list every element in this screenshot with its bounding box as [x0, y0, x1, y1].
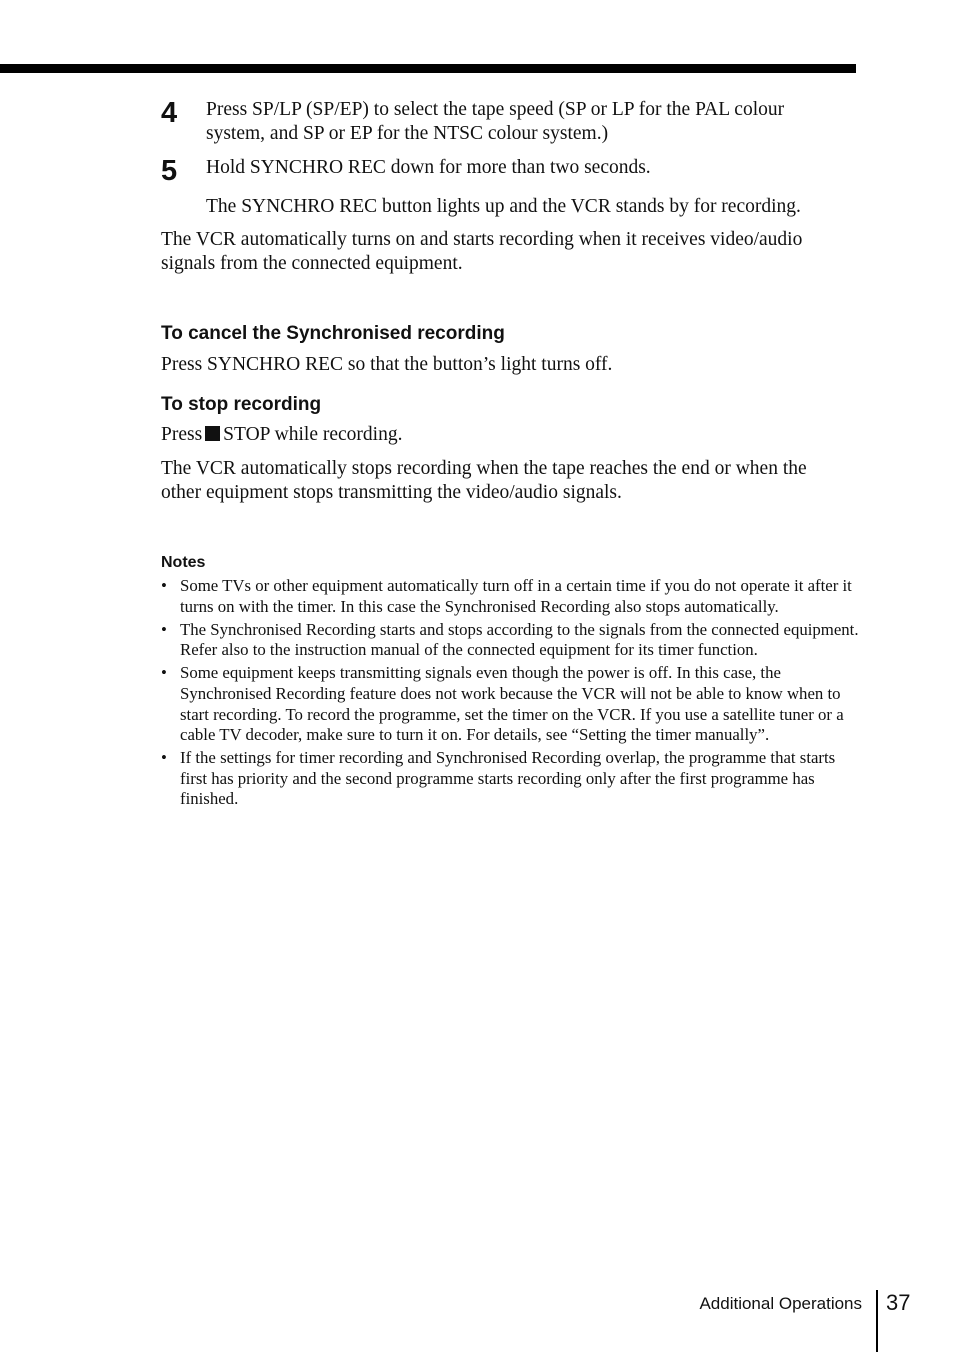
list-item: [161, 748, 861, 810]
note-text: If the settings for timer recording and Synchronised Recording overlap, the programme that starts first has priority and the second programme starts recording only after the first programme has finished.: [180, 748, 836, 809]
note-text: The Synchronised Recording starts and stops according to the signals from the connected equipment. Refer also to the instruction manual of the connected equipment for its timer function.: [180, 619, 859, 660]
step-number: 4: [161, 97, 178, 129]
stop-square-icon: [205, 426, 220, 441]
list-item: [161, 576, 861, 617]
cancel-text: Press SYNCHRO REC so that the button’s light turns off.: [161, 354, 613, 375]
stop-text-before: Press: [161, 424, 203, 445]
footer-section-title: Additional Operations: [699, 1294, 862, 1313]
bullet-icon: •: [161, 576, 167, 595]
cancel-heading: To cancel the Synchronised recording: [161, 323, 505, 344]
list-item: [161, 620, 861, 661]
step-number: 5: [161, 155, 178, 187]
bullet-icon: •: [161, 748, 167, 768]
note-text: Some equipment keeps transmitting signals even though the power is off. In this case, the Synchronised Recording feature does not work because the VCR will not be able to know when to start recording. To record the programme, set the timer on the VCR. If you use a satellite tuner or a cable TV decoder, make sure to turn it on. For details, see “Setting the timer manually”.: [180, 663, 844, 745]
list-item: [161, 663, 861, 745]
page-number: 37: [886, 1290, 911, 1315]
step-text: Hold SYNCHRO REC down for more than two seconds.: [206, 157, 651, 178]
step-5: [161, 156, 861, 186]
top-rule: [0, 64, 856, 73]
stop-text-after: STOP while recording.: [223, 424, 403, 445]
note-text: Some TVs or other equipment automatically turn off in a certain time if you do not operate it after it turns on with the timer. In this case the Synchronised Recording also stops automatically.: [180, 576, 852, 616]
bullet-icon: •: [161, 619, 167, 639]
step-text: Press SP/LP (SP/EP) to select the tape speed (SP or LP for the PAL colour system, and SP or EP for the NTSC colour system.): [206, 99, 785, 144]
step-4: [161, 98, 861, 146]
bullet-icon: •: [161, 663, 167, 683]
stop-heading: To stop recording: [161, 394, 322, 415]
page-content: [161, 98, 861, 813]
footer-divider: [876, 1290, 878, 1352]
step-5-note: The SYNCHRO REC button lights up and the VCR stands by for recording.: [206, 196, 801, 217]
notes-heading: Notes: [161, 554, 206, 571]
intro-paragraph: The VCR automatically turns on and starts recording when it receives video/audio signals from the connected equipment.: [161, 229, 803, 274]
stop-text: [161, 423, 851, 447]
stop-paragraph: The VCR automatically stops recording when the tape reaches the end or when the other equipment stops transmitting the video/audio signals.: [161, 458, 807, 503]
notes-list: [161, 576, 861, 810]
